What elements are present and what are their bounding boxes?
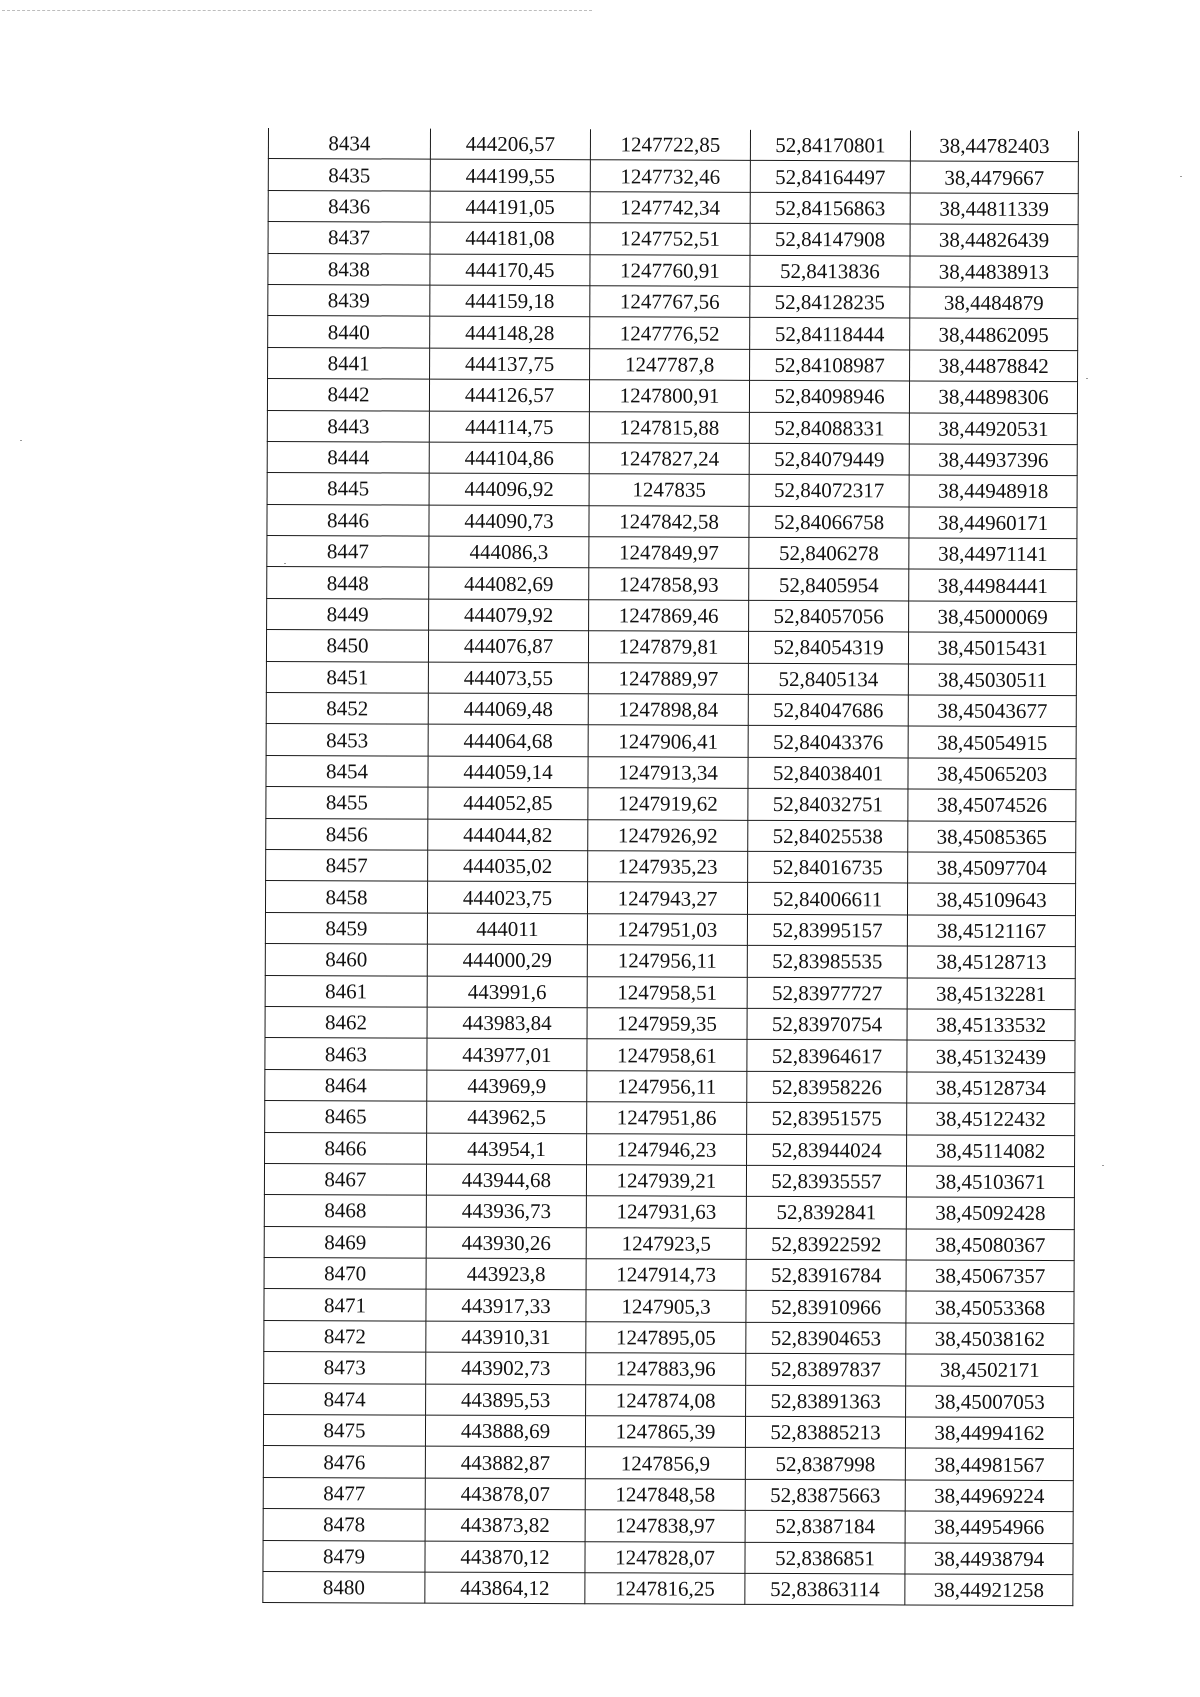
x-coordinate-cell: 443962,5 — [427, 1101, 587, 1133]
longitude-cell: 38,45121167 — [907, 915, 1075, 947]
table-row — [264, 1258, 1074, 1293]
table-row — [263, 1446, 1073, 1481]
table-row — [266, 661, 1076, 696]
latitude-cell: 52,84118444 — [750, 318, 910, 350]
x-coordinate-cell: 444170,45 — [430, 254, 590, 286]
y-coordinate-cell: 1247800,91 — [589, 380, 749, 412]
x-coordinate-cell: 444069,48 — [428, 693, 588, 725]
coordinates-table — [262, 128, 1079, 1606]
x-coordinate-cell: 444011 — [427, 913, 587, 945]
longitude-cell: 38,45133532 — [907, 1009, 1075, 1041]
x-coordinate-cell: 443991,6 — [427, 976, 587, 1008]
latitude-cell: 52,84057056 — [749, 600, 909, 632]
x-coordinate-cell: 444114,75 — [429, 411, 589, 443]
table-row — [265, 1038, 1075, 1073]
x-coordinate-cell: 443864,12 — [425, 1572, 585, 1604]
table-row — [263, 1477, 1073, 1512]
point-number-cell: 8470 — [264, 1258, 426, 1290]
y-coordinate-cell: 1247951,86 — [587, 1102, 747, 1134]
longitude-cell: 38,45065203 — [908, 758, 1076, 790]
table-row — [266, 693, 1076, 728]
y-coordinate-cell: 1247838,97 — [585, 1510, 745, 1542]
point-number-cell: 8450 — [266, 630, 428, 662]
table-row — [265, 1006, 1075, 1041]
latitude-cell: 52,84098946 — [749, 380, 909, 412]
latitude-cell: 52,84054319 — [748, 632, 908, 664]
latitude-cell: 52,83875663 — [745, 1479, 905, 1511]
longitude-cell: 38,44960171 — [909, 507, 1077, 539]
latitude-cell: 52,83916784 — [746, 1259, 906, 1291]
point-number-cell: 8449 — [267, 598, 429, 630]
y-coordinate-cell: 1247956,11 — [587, 1070, 747, 1102]
y-coordinate-cell: 1247815,88 — [589, 411, 749, 443]
scan-artifact-line — [2, 10, 592, 11]
point-number-cell: 8462 — [265, 1006, 427, 1038]
x-coordinate-cell: 444148,28 — [430, 316, 590, 348]
longitude-cell: 38,45030511 — [908, 664, 1076, 696]
y-coordinate-cell: 1247879,81 — [588, 631, 748, 663]
longitude-cell: 38,44921258 — [905, 1574, 1073, 1606]
y-coordinate-cell: 1247787,8 — [590, 348, 750, 380]
point-number-cell: 8434 — [268, 128, 430, 160]
x-coordinate-cell: 444082,69 — [429, 568, 589, 600]
longitude-cell: 38,44971141 — [909, 538, 1077, 570]
point-number-cell: 8464 — [265, 1069, 427, 1101]
table-row — [265, 1101, 1075, 1136]
latitude-cell: 52,84038401 — [748, 757, 908, 789]
longitude-cell: 38,44898306 — [909, 381, 1077, 413]
table-row — [267, 473, 1077, 508]
y-coordinate-cell: 1247935,23 — [588, 851, 748, 883]
x-coordinate-cell: 444044,82 — [428, 819, 588, 851]
longitude-cell: 38,44948918 — [909, 475, 1077, 507]
y-coordinate-cell: 1247828,07 — [585, 1541, 745, 1573]
latitude-cell: 52,8405954 — [749, 569, 909, 601]
longitude-cell: 38,44954966 — [905, 1511, 1073, 1543]
x-coordinate-cell: 443969,9 — [427, 1070, 587, 1102]
x-coordinate-cell: 444137,75 — [430, 348, 590, 380]
y-coordinate-cell: 1247923,5 — [586, 1227, 746, 1259]
x-coordinate-cell: 443944,68 — [426, 1164, 586, 1196]
point-number-cell: 8458 — [265, 881, 427, 913]
table-row — [264, 1226, 1074, 1261]
point-number-cell: 8459 — [265, 912, 427, 944]
latitude-cell: 52,84156863 — [750, 192, 910, 224]
y-coordinate-cell: 1247883,96 — [586, 1353, 746, 1385]
point-number-cell: 8438 — [268, 253, 430, 285]
latitude-cell: 52,84108987 — [750, 349, 910, 381]
point-number-cell: 8468 — [264, 1195, 426, 1227]
y-coordinate-cell: 1247760,91 — [590, 254, 750, 286]
latitude-cell: 52,84128235 — [750, 286, 910, 318]
point-number-cell: 8444 — [267, 441, 429, 473]
y-coordinate-cell: 1247827,24 — [589, 443, 749, 475]
latitude-cell: 52,84066758 — [749, 506, 909, 538]
longitude-cell: 38,45132439 — [907, 1040, 1075, 1072]
y-coordinate-cell: 1247835 — [589, 474, 749, 506]
latitude-cell: 52,83995157 — [747, 914, 907, 946]
latitude-cell: 52,83977727 — [747, 977, 907, 1009]
longitude-cell: 38,45007053 — [906, 1386, 1074, 1418]
latitude-cell: 52,83885213 — [745, 1416, 905, 1448]
point-number-cell: 8445 — [267, 473, 429, 505]
y-coordinate-cell: 1247946,23 — [587, 1133, 747, 1165]
longitude-cell: 38,4484879 — [910, 287, 1078, 319]
y-coordinate-cell: 1247742,34 — [590, 192, 750, 224]
table-row — [264, 1383, 1074, 1418]
y-coordinate-cell: 1247919,62 — [588, 788, 748, 820]
latitude-cell: 52,83935557 — [746, 1165, 906, 1197]
longitude-cell: 38,44984441 — [909, 569, 1077, 601]
longitude-cell: 38,45054915 — [908, 726, 1076, 758]
longitude-cell: 38,45103671 — [906, 1166, 1074, 1198]
table-row — [268, 222, 1078, 257]
longitude-cell: 38,44920531 — [909, 412, 1077, 444]
table-row — [263, 1415, 1073, 1450]
point-number-cell: 8451 — [266, 661, 428, 693]
point-number-cell: 8474 — [264, 1383, 426, 1415]
y-coordinate-cell: 1247889,97 — [588, 662, 748, 694]
table-row — [264, 1163, 1074, 1198]
latitude-cell: 52,84016735 — [748, 851, 908, 883]
x-coordinate-cell: 444035,02 — [428, 850, 588, 882]
latitude-cell: 52,84047686 — [748, 694, 908, 726]
table-row — [265, 881, 1075, 916]
point-number-cell: 8460 — [265, 944, 427, 976]
table-row — [268, 316, 1078, 351]
y-coordinate-cell: 1247767,56 — [590, 286, 750, 318]
point-number-cell: 8479 — [263, 1540, 425, 1572]
point-number-cell: 8465 — [265, 1101, 427, 1133]
point-number-cell: 8457 — [266, 849, 428, 881]
longitude-cell: 38,45092428 — [906, 1197, 1074, 1229]
point-number-cell: 8477 — [263, 1477, 425, 1509]
x-coordinate-cell: 443954,1 — [427, 1133, 587, 1165]
x-coordinate-cell: 443902,73 — [426, 1352, 586, 1384]
latitude-cell: 52,83964617 — [747, 1040, 907, 1072]
latitude-cell: 52,83891363 — [746, 1385, 906, 1417]
x-coordinate-cell: 444090,73 — [429, 505, 589, 537]
latitude-cell: 52,83970754 — [747, 1008, 907, 1040]
point-number-cell: 8448 — [267, 567, 429, 599]
latitude-cell: 52,84079449 — [749, 443, 909, 475]
x-coordinate-cell: 444104,86 — [429, 442, 589, 474]
latitude-cell: 52,84043376 — [748, 726, 908, 758]
latitude-cell: 52,84072317 — [749, 475, 909, 507]
table-row — [265, 944, 1075, 979]
x-coordinate-cell: 443977,01 — [427, 1038, 587, 1070]
scan-speck — [1102, 1165, 1104, 1166]
y-coordinate-cell: 1247842,58 — [589, 505, 749, 537]
longitude-cell: 38,44994162 — [905, 1417, 1073, 1449]
latitude-cell: 52,84025538 — [748, 820, 908, 852]
table-row — [267, 598, 1077, 633]
y-coordinate-cell: 1247898,84 — [588, 694, 748, 726]
table-row — [267, 410, 1077, 445]
point-number-cell: 8441 — [268, 347, 430, 379]
x-coordinate-cell: 444000,29 — [427, 944, 587, 976]
point-number-cell: 8471 — [264, 1289, 426, 1321]
longitude-cell: 38,45114082 — [907, 1134, 1075, 1166]
longitude-cell: 38,45038162 — [906, 1323, 1074, 1355]
table-row — [268, 253, 1078, 288]
longitude-cell: 38,45074526 — [908, 789, 1076, 821]
point-number-cell: 8447 — [267, 536, 429, 568]
longitude-cell: 38,44878842 — [910, 350, 1078, 382]
y-coordinate-cell: 1247858,93 — [589, 568, 749, 600]
latitude-cell: 52,8387998 — [745, 1448, 905, 1480]
x-coordinate-cell: 444159,18 — [430, 285, 590, 317]
point-number-cell: 8467 — [264, 1163, 426, 1195]
x-coordinate-cell: 443923,8 — [426, 1258, 586, 1290]
x-coordinate-cell: 443910,31 — [426, 1321, 586, 1353]
table-row — [266, 818, 1076, 853]
table-row — [263, 1571, 1073, 1606]
x-coordinate-cell: 443917,33 — [426, 1290, 586, 1322]
longitude-cell: 38,45053368 — [906, 1291, 1074, 1323]
latitude-cell: 52,83985535 — [747, 946, 907, 978]
point-number-cell: 8446 — [267, 504, 429, 536]
longitude-cell: 38,45085365 — [908, 821, 1076, 853]
table-row — [264, 1195, 1074, 1230]
y-coordinate-cell: 1247931,63 — [586, 1196, 746, 1228]
longitude-cell: 38,45080367 — [906, 1229, 1074, 1261]
point-number-cell: 8473 — [264, 1352, 426, 1384]
y-coordinate-cell: 1247958,61 — [587, 1039, 747, 1071]
y-coordinate-cell: 1247895,05 — [586, 1322, 746, 1354]
point-number-cell: 8480 — [263, 1571, 425, 1603]
x-coordinate-cell: 443930,26 — [426, 1227, 586, 1259]
latitude-cell: 52,8386851 — [745, 1542, 905, 1574]
longitude-cell: 38,44937396 — [909, 444, 1077, 476]
longitude-cell: 38,45122432 — [907, 1103, 1075, 1135]
x-coordinate-cell: 444191,05 — [430, 191, 590, 223]
point-number-cell: 8442 — [267, 379, 429, 411]
longitude-cell: 38,44811339 — [910, 193, 1078, 225]
point-number-cell: 8475 — [263, 1415, 425, 1447]
x-coordinate-cell: 444073,55 — [428, 662, 588, 694]
coordinates-table-body — [263, 128, 1079, 1606]
longitude-cell: 38,44938794 — [905, 1543, 1073, 1575]
table-row — [265, 1069, 1075, 1104]
scan-speck — [1086, 378, 1088, 379]
latitude-cell: 52,8405134 — [748, 663, 908, 695]
y-coordinate-cell: 1247869,46 — [589, 600, 749, 632]
latitude-cell: 52,83897837 — [746, 1354, 906, 1386]
table-row — [263, 1540, 1073, 1575]
latitude-cell: 52,84164497 — [750, 161, 910, 193]
point-number-cell: 8469 — [264, 1226, 426, 1258]
point-number-cell: 8440 — [268, 316, 430, 348]
longitude-cell: 38,45015431 — [908, 632, 1076, 664]
y-coordinate-cell: 1247906,41 — [588, 725, 748, 757]
longitude-cell: 38,45128734 — [907, 1072, 1075, 1104]
point-number-cell: 8476 — [263, 1446, 425, 1478]
table-row — [268, 159, 1078, 194]
y-coordinate-cell: 1247865,39 — [585, 1416, 745, 1448]
longitude-cell: 38,44969224 — [905, 1480, 1073, 1512]
longitude-cell: 38,45132281 — [907, 978, 1075, 1010]
table-row — [265, 975, 1075, 1010]
point-number-cell: 8452 — [266, 693, 428, 725]
longitude-cell: 38,44826439 — [910, 224, 1078, 256]
latitude-cell: 52,83863114 — [745, 1573, 905, 1605]
x-coordinate-cell: 443882,87 — [425, 1447, 585, 1479]
table-row — [264, 1289, 1074, 1324]
latitude-cell: 52,8406278 — [749, 537, 909, 569]
latitude-cell: 52,8413836 — [750, 255, 910, 287]
y-coordinate-cell: 1247951,03 — [587, 913, 747, 945]
x-coordinate-cell: 443983,84 — [427, 1007, 587, 1039]
latitude-cell: 52,84088331 — [749, 412, 909, 444]
x-coordinate-cell: 444059,14 — [428, 756, 588, 788]
table-row — [267, 441, 1077, 476]
table-row — [266, 755, 1076, 790]
latitude-cell: 52,84006611 — [747, 883, 907, 915]
point-number-cell: 8437 — [268, 222, 430, 254]
table-row — [268, 190, 1078, 225]
y-coordinate-cell: 1247874,08 — [586, 1384, 746, 1416]
point-number-cell: 8456 — [266, 818, 428, 850]
longitude-cell: 38,45109643 — [907, 883, 1075, 915]
latitude-cell: 52,83910966 — [746, 1291, 906, 1323]
point-number-cell: 8478 — [263, 1509, 425, 1541]
point-number-cell: 8463 — [265, 1038, 427, 1070]
x-coordinate-cell: 444079,92 — [429, 599, 589, 631]
longitude-cell: 38,45043677 — [908, 695, 1076, 727]
longitude-cell: 38,45000069 — [909, 601, 1077, 633]
y-coordinate-cell: 1247939,21 — [586, 1165, 746, 1197]
x-coordinate-cell: 443936,73 — [426, 1195, 586, 1227]
x-coordinate-cell: 444023,75 — [427, 881, 587, 913]
y-coordinate-cell: 1247943,27 — [587, 882, 747, 914]
y-coordinate-cell: 1247913,34 — [588, 757, 748, 789]
longitude-cell: 38,45128713 — [907, 946, 1075, 978]
table-row — [267, 567, 1077, 602]
y-coordinate-cell: 1247776,52 — [590, 317, 750, 349]
y-coordinate-cell: 1247958,51 — [587, 976, 747, 1008]
x-coordinate-cell: 444096,92 — [429, 473, 589, 505]
x-coordinate-cell: 444181,08 — [430, 222, 590, 254]
table-row — [267, 379, 1077, 414]
table-row — [267, 536, 1077, 571]
longitude-cell: 38,4502171 — [906, 1354, 1074, 1386]
latitude-cell: 52,84170801 — [750, 130, 910, 162]
point-number-cell: 8435 — [268, 159, 430, 191]
table-row — [266, 787, 1076, 822]
latitude-cell: 52,84147908 — [750, 224, 910, 256]
table-row — [266, 630, 1076, 665]
longitude-cell: 38,44838913 — [910, 256, 1078, 288]
y-coordinate-cell: 1247816,25 — [585, 1573, 745, 1605]
x-coordinate-cell: 443888,69 — [425, 1415, 585, 1447]
point-number-cell: 8466 — [265, 1132, 427, 1164]
table-row — [268, 128, 1078, 162]
x-coordinate-cell: 443870,12 — [425, 1541, 585, 1573]
table-row — [265, 1132, 1075, 1167]
latitude-cell: 52,83922592 — [746, 1228, 906, 1260]
longitude-cell: 38,45067357 — [906, 1260, 1074, 1292]
latitude-cell: 52,8392841 — [746, 1197, 906, 1229]
longitude-cell: 38,4479667 — [910, 161, 1078, 193]
point-number-cell: 8472 — [264, 1320, 426, 1352]
x-coordinate-cell: 444086,3 — [429, 536, 589, 568]
y-coordinate-cell: 1247914,73 — [586, 1259, 746, 1291]
longitude-cell: 38,45097704 — [908, 852, 1076, 884]
x-coordinate-cell: 444064,68 — [428, 725, 588, 757]
scan-speck — [1180, 176, 1182, 177]
y-coordinate-cell: 1247926,92 — [588, 819, 748, 851]
x-coordinate-cell: 444206,57 — [430, 129, 590, 161]
y-coordinate-cell: 1247752,51 — [590, 223, 750, 255]
longitude-cell: 38,44981567 — [905, 1448, 1073, 1480]
point-number-cell: 8454 — [266, 755, 428, 787]
point-number-cell: 8461 — [265, 975, 427, 1007]
latitude-cell: 52,83944024 — [747, 1134, 907, 1166]
table-row — [264, 1320, 1074, 1355]
table-row — [267, 504, 1077, 539]
y-coordinate-cell: 1247856,9 — [585, 1447, 745, 1479]
table-row — [265, 912, 1075, 947]
latitude-cell: 52,83958226 — [747, 1071, 907, 1103]
table-row — [263, 1509, 1073, 1544]
scan-speck — [20, 440, 22, 441]
y-coordinate-cell: 1247959,35 — [587, 1008, 747, 1040]
x-coordinate-cell: 444126,57 — [429, 379, 589, 411]
point-number-cell: 8436 — [268, 190, 430, 222]
x-coordinate-cell: 444199,55 — [430, 160, 590, 192]
table-row — [264, 1352, 1074, 1387]
point-number-cell: 8439 — [268, 284, 430, 316]
table-row — [266, 724, 1076, 759]
x-coordinate-cell: 443878,07 — [425, 1478, 585, 1510]
latitude-cell: 52,8387184 — [745, 1511, 905, 1543]
latitude-cell: 52,83951575 — [747, 1102, 907, 1134]
table-row — [266, 849, 1076, 884]
y-coordinate-cell: 1247848,58 — [585, 1479, 745, 1511]
y-coordinate-cell: 1247732,46 — [590, 160, 750, 192]
latitude-cell: 52,83904653 — [746, 1322, 906, 1354]
x-coordinate-cell: 443873,82 — [425, 1509, 585, 1541]
table-row — [268, 347, 1078, 382]
point-number-cell: 8443 — [267, 410, 429, 442]
x-coordinate-cell: 444076,87 — [428, 630, 588, 662]
x-coordinate-cell: 443895,53 — [426, 1384, 586, 1416]
table-row — [268, 284, 1078, 319]
y-coordinate-cell: 1247722,85 — [590, 129, 750, 161]
longitude-cell: 38,44782403 — [910, 130, 1078, 162]
latitude-cell: 52,84032751 — [748, 789, 908, 821]
point-number-cell: 8455 — [266, 787, 428, 819]
point-number-cell: 8453 — [266, 724, 428, 756]
x-coordinate-cell: 444052,85 — [428, 787, 588, 819]
y-coordinate-cell: 1247849,97 — [589, 537, 749, 569]
y-coordinate-cell: 1247905,3 — [586, 1290, 746, 1322]
y-coordinate-cell: 1247956,11 — [587, 945, 747, 977]
longitude-cell: 38,44862095 — [910, 318, 1078, 350]
